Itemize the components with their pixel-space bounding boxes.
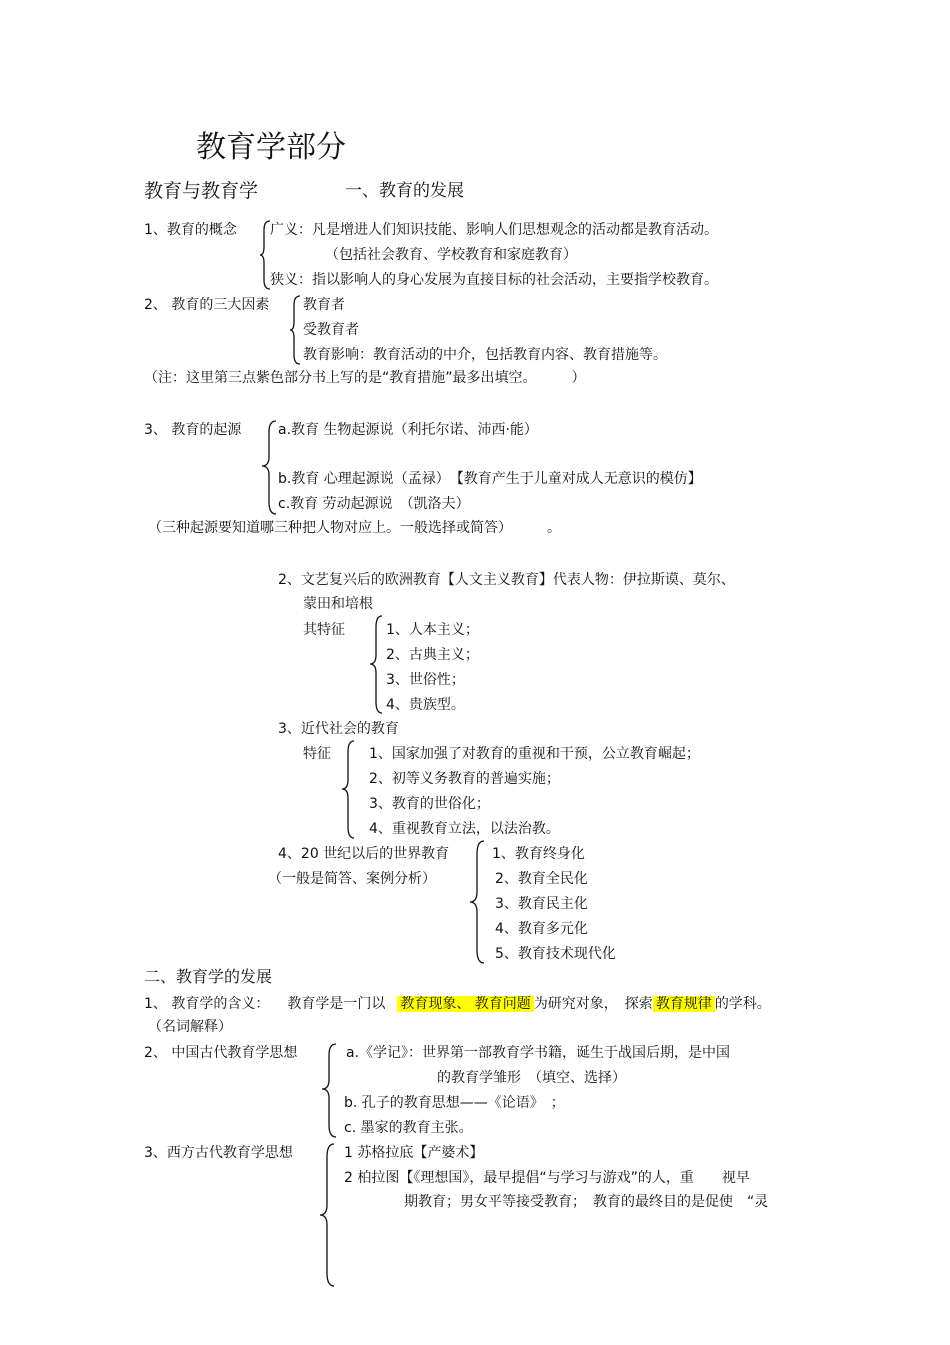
concept-broad: 广义：凡是增进人们知识技能、影响人们思想观念的活动都是教育活动。 bbox=[270, 222, 718, 238]
c20-item-3: 3、教育民主化 bbox=[495, 896, 588, 912]
western-item-2: 2 柏拉图【《理想国》，最早提倡“与学习与游戏”的人，重 视早 bbox=[344, 1170, 750, 1186]
origin-note: （三种起源要知道哪三种把人物对应上。一般选择或简答） 。 bbox=[148, 520, 561, 536]
factors-item-3: 教育影响：教育活动的中介，包括教育内容、教育措施等。 bbox=[303, 347, 667, 363]
origin-label: 3、 教育的起源 bbox=[144, 422, 242, 438]
renaissance-line-1: 2、文艺复兴后的欧洲教育【人文主义教育】代表人物：伊拉斯谟、莫尔、 bbox=[278, 572, 735, 588]
chinese-label: 2、 中国古代教育学思想 bbox=[144, 1045, 298, 1061]
renaissance-item-1: 1、人本主义； bbox=[386, 622, 479, 638]
factors-note: （注：这里第三点紫色部分书上写的是“教育措施”最多出填空。 ） bbox=[144, 370, 586, 386]
chinese-brace bbox=[322, 1043, 338, 1138]
factors-label: 2、 教育的三大因素 bbox=[144, 297, 270, 313]
c20-item-1: 1、教育终身化 bbox=[492, 846, 585, 862]
factors-brace bbox=[290, 295, 302, 365]
chinese-item-a-cont: 的教育学雏形 （填空、选择） bbox=[437, 1070, 626, 1086]
pedagogy-note: （名词解释） bbox=[148, 1019, 232, 1035]
origin-brace bbox=[262, 420, 278, 515]
modern-item-3: 3、教育的世俗化； bbox=[369, 796, 490, 812]
western-brace bbox=[320, 1143, 336, 1288]
renaissance-item-2: 2、古典主义； bbox=[386, 647, 479, 663]
concept-label: 1、教育的概念 bbox=[144, 222, 237, 238]
pedagogy-line bbox=[144, 994, 771, 1014]
pedagogy-text-3: 的学科。 bbox=[714, 996, 771, 1012]
modern-label: 3、近代社会的教育 bbox=[278, 721, 399, 737]
renaissance-feature-label: 其特征 bbox=[303, 622, 345, 638]
section-heading-1: 一、教育的发展 bbox=[345, 181, 464, 201]
modern-item-1: 1、国家加强了对教育的重视和干预，公立教育崛起； bbox=[369, 746, 700, 762]
c20-item-5: 5、教育技术现代化 bbox=[495, 946, 616, 962]
western-item-1: 1 苏格拉底【产婆术】 bbox=[344, 1145, 484, 1161]
pedagogy-label: 1、 教育学的含义： bbox=[144, 996, 270, 1012]
chinese-item-a: a.《学记》：世界第一部教育学书籍，诞生于战国后期，是中国 bbox=[346, 1045, 731, 1061]
modern-item-4: 4、重视教育立法，以法治教。 bbox=[369, 821, 560, 837]
western-label: 3、西方古代教育学思想 bbox=[144, 1145, 293, 1161]
modern-brace bbox=[342, 740, 356, 840]
origin-b: b.教育 心理起源说（孟禄） 【教育产生于儿童对成人无意识的模仿】 bbox=[278, 471, 702, 487]
c20-note: （一般是简答、案例分析） bbox=[268, 871, 436, 887]
concept-narrow: 狭义：指以影响人的身心发展为直接目标的社会活动，主要指学校教育。 bbox=[270, 272, 718, 288]
c20-item-4: 4、教育多元化 bbox=[495, 921, 588, 937]
pedagogy-text-2: 为研究对象， 探索 bbox=[533, 996, 653, 1012]
factors-item-1: 教育者 bbox=[303, 297, 345, 313]
modern-item-2: 2、初等义务教育的普遍实施； bbox=[369, 771, 560, 787]
renaissance-item-3: 3、世俗性； bbox=[386, 672, 465, 688]
western-item-2-cont: 期教育；男女平等接受教育； 教育的最终目的是促使 “灵 bbox=[404, 1194, 769, 1210]
c20-brace bbox=[470, 840, 486, 965]
factors-item-2: 受教育者 bbox=[303, 322, 359, 338]
renaissance-brace bbox=[370, 615, 384, 715]
c20-label: 4、20 世纪以后的世界教育 bbox=[278, 846, 450, 862]
section-heading-main: 教育与教育学 bbox=[144, 180, 259, 202]
chinese-item-c: c. 墨家的教育主张。 bbox=[344, 1120, 473, 1136]
origin-c: c.教育 劳动起源说 （凯洛夫） bbox=[278, 496, 470, 512]
section-heading-2: 二、教育学的发展 bbox=[144, 967, 273, 986]
page-title: 教育学部分 bbox=[196, 130, 346, 165]
chinese-item-b: b. 孔子的教育思想——《论语》 ； bbox=[344, 1095, 565, 1111]
renaissance-item-4: 4、贵族型。 bbox=[386, 697, 465, 713]
pedagogy-text-1: 教育学是一门以 bbox=[287, 996, 386, 1012]
renaissance-line-2: 蒙田和培根 bbox=[303, 596, 373, 612]
c20-item-2: 2、教育全民化 bbox=[495, 871, 588, 887]
modern-feature-label: 特征 bbox=[303, 746, 331, 762]
origin-a: a.教育 生物起源说（利托尔诺、沛西·能） bbox=[278, 422, 538, 438]
pedagogy-highlight-1: 教育现象、 教育问题 bbox=[397, 996, 533, 1012]
pedagogy-highlight-2: 教育规律 bbox=[653, 996, 715, 1012]
concept-broad-note: （包括社会教育、学校教育和家庭教育） bbox=[325, 247, 577, 263]
